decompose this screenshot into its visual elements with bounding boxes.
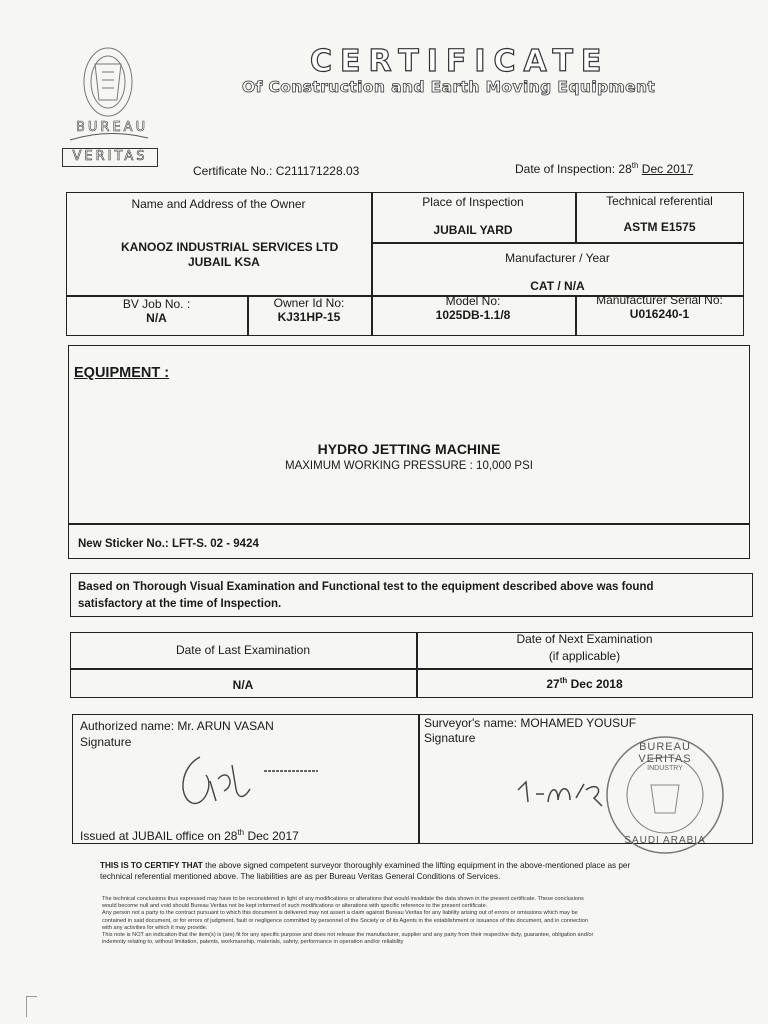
fine-print-line: Any person not a party to the contract pursuant to which this document is delivered may not assert a claim against Bureau Veritas for any liability arising out of errors or omissions which may be [102, 910, 578, 917]
fine-print-line: The technical conclusions thus expressed may have to be reconsidered in light of any modifications or alterations that would invalidate the data shown in the present certificate. These conclusions [102, 896, 584, 902]
fine-print-line: would become null and void should Bureau Veritas not be kept informed of such modifications or alterations with specific reference to the present certificate. [102, 903, 488, 910]
statement-box [70, 573, 753, 617]
certify-text: the above signed competent surveyor thoroughly examined the lifting equipment in the above-mentioned place as per [205, 861, 631, 870]
authorized-name: Authorized name: Mr. ARUN VASAN [80, 719, 274, 733]
stamp-top-text: BUREAU VERITAS [638, 741, 692, 765]
bureau-veritas-stamp [603, 733, 727, 857]
fine-print [102, 896, 742, 946]
certify-line-2: technical referential mentioned above. The liabilities are as per Bureau Veritas General Conditions of Services. [100, 872, 501, 881]
corner-mark [26, 996, 37, 1017]
inspection-date-label: Date of Inspection: [515, 162, 616, 176]
certificate-title: CERTIFICATE [310, 44, 610, 79]
certify-lead: THIS IS TO CERTIFY THAT [100, 861, 203, 870]
bv-job-value: N/A [146, 311, 167, 325]
inspection-date [515, 161, 693, 176]
model-value: 1025DB-1.1/8 [435, 308, 511, 322]
signature-divider [418, 714, 420, 844]
issued-day-suffix: th [237, 828, 245, 837]
bv-job-label: BV Job No. : [122, 297, 191, 311]
next-exam-day: 27 [546, 677, 560, 691]
equipment-name: HYDRO JETTING MACHINE [317, 441, 501, 457]
certification-statement [100, 860, 740, 882]
issued-at-text: Issued at JUBAIL office on 28 [80, 829, 238, 843]
serial-label: Manufacturer Serial No: [596, 293, 723, 307]
technical-referential-label: Technical referential [606, 194, 713, 208]
next-exam-label: Date of Next Examination [516, 632, 653, 646]
next-exam-note: (if applicable) [548, 649, 621, 663]
owner-city: JUBAIL KSA [188, 255, 260, 269]
manufacturer-label: Manufacturer / Year [505, 251, 610, 265]
inspection-day-suffix: th [631, 161, 639, 170]
inspection-month-year: Dec 2017 [641, 162, 694, 176]
certificate-number-value: C211171228.03 [275, 164, 360, 178]
certificate-number [193, 164, 359, 178]
issued-at [80, 828, 299, 843]
serial-value: U016240-1 [629, 307, 690, 321]
certificate-number-label: Certificate No.: [193, 164, 273, 178]
fine-print-line: This note is NOT an indication that the item(s) is (are) fit for any specific purpose and does not release the manufacturer, supplier and any party from their respective duty, guarantee, obligation and/or [102, 932, 594, 939]
statement-line-2: satisfactory at the time of Inspection. [78, 598, 282, 610]
logo-word-bureau: BUREAU [76, 120, 149, 135]
place-label: Place of Inspection [422, 195, 524, 209]
owner-id-value: KJ31HP-15 [277, 310, 341, 324]
last-exam-label: Date of Last Examination [175, 643, 311, 657]
working-pressure: MAXIMUM WORKING PRESSURE : 10,000 PSI [285, 460, 533, 472]
next-exam-month-year: Dec 2018 [570, 677, 623, 691]
manufacturer-value: CAT / N/A [530, 279, 585, 293]
next-exam-value [416, 676, 753, 691]
fine-print-line: with any activities for which it may provide. [102, 924, 208, 931]
table-divider [371, 242, 744, 244]
authorized-signature [170, 745, 360, 815]
inspection-day: 28 [618, 162, 632, 176]
sticker-number: New Sticker No.: LFT-S. 02 - 9424 [78, 538, 259, 550]
owner-id-label: Owner Id No: [273, 296, 345, 310]
owner-label: Name and Address of the Owner [131, 197, 306, 211]
technical-referential-value: ASTM E1575 [623, 220, 696, 234]
surveyor-name: Surveyor's name: MOHAMED YOUSUF [424, 716, 637, 730]
exam-divider [70, 668, 753, 670]
model-label: Model No: [445, 294, 501, 308]
surveyor-signature-label: Signature [424, 731, 476, 745]
last-exam-value: N/A [232, 678, 254, 692]
fine-print-line: contained in said document, or for errors of judgment, fault or negligence committed by personnel of the Society or of its Agents in the establishment or issuance of this document, and in connection [102, 917, 588, 924]
logo-word-veritas: VERITAS [62, 148, 158, 167]
stamp-inner-text: INDUSTRY [647, 765, 683, 772]
certificate-subtitle: Of Construction and Earth Moving Equipment [242, 78, 656, 96]
fine-print-line: indemnity relating to, without limitation, patents, workmanship, materials, safety, performance in operation and/or reliability [102, 939, 404, 946]
statement-line-1: Based on Thorough Visual Examination and Functional test to the equipment described above was found [78, 581, 654, 593]
place-value: JUBAIL YARD [433, 223, 513, 237]
stamp-bottom-text: SAUDI ARABIA [624, 835, 706, 846]
bureau-veritas-logo [62, 42, 158, 170]
owner-name: KANOOZ INDUSTRIAL SERVICES LTD [121, 240, 339, 254]
authorized-signature-label: Signature [80, 735, 132, 749]
equipment-divider [68, 523, 750, 525]
issued-month-year: Dec 2017 [247, 829, 299, 843]
next-exam-day-suffix: th [559, 676, 568, 685]
equipment-heading: EQUIPMENT : [74, 365, 170, 381]
